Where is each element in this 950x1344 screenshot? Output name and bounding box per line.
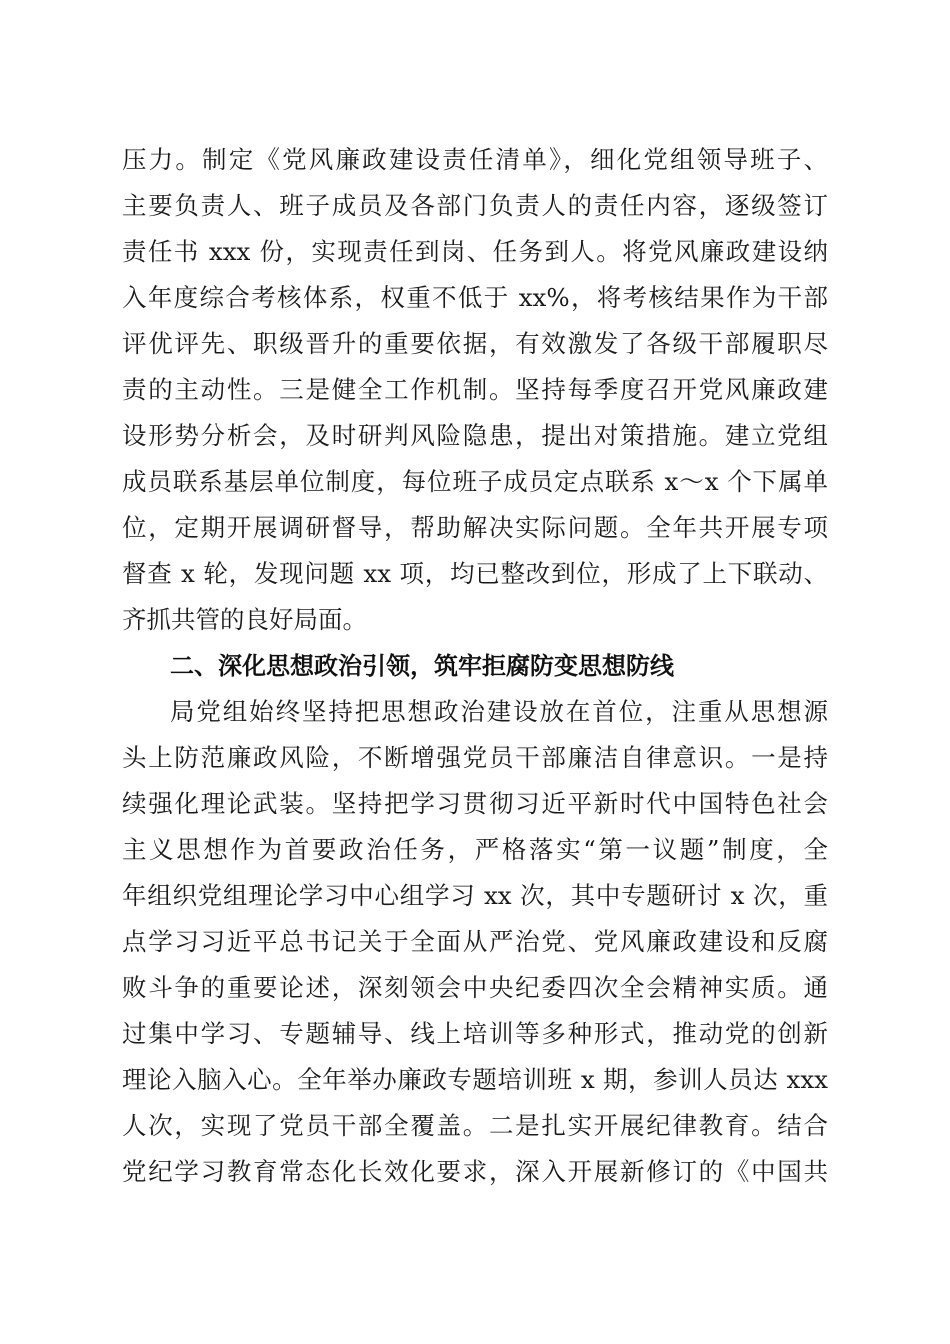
paragraph-2-line-11: 党纪学习教育常态化长效化要求，深入开展新修订的《中国共 xyxy=(122,1157,828,1186)
paragraph-1-line-4: 入年度综合考核体系，权重不低于 xx%，将考核结果作为干部 xyxy=(122,283,828,312)
paragraph-2-line-9: 理论入脑入心。全年举办廉政专题培训班 x 期，参训人员达 xxx xyxy=(122,1065,828,1094)
paragraph-1-line-11: 齐抓共管的良好局面。 xyxy=(122,605,367,634)
paragraph-1-line-1: 压力。制定《党风廉政建设责任清单》，细化党组领导班子、 xyxy=(122,145,828,174)
paragraph-2-line-7: 败斗争的重要论述，深刻领会中央纪委四次全会精神实质。通 xyxy=(122,973,828,1002)
paragraph-1-line-7: 设形势分析会，及时研判风险隐患，提出对策措施。建立党组 xyxy=(122,421,828,450)
paragraph-2-line-5: 年组织党组理论学习中心组学习 xx 次，其中专题研讨 x 次，重 xyxy=(122,881,828,910)
paragraph-1-line-2: 主要负责人、班子成员及各部门负责人的责任内容，逐级签订 xyxy=(122,191,828,220)
paragraph-2-line-2: 头上防范廉政风险，不断增强党员干部廉洁自律意识。一是持 xyxy=(122,743,828,772)
paragraph-1-line-6: 责的主动性。三是健全工作机制。坚持每季度召开党风廉政建 xyxy=(122,375,828,404)
paragraph-2-line-3: 续强化理论武装。坚持把学习贯彻习近平新时代中国特色社会 xyxy=(122,789,828,818)
paragraph-1-line-3: 责任书 xxx 份，实现责任到岗、任务到人。将党风廉政建设纳 xyxy=(122,237,828,266)
section-heading: 二、深化思想政治引领，筑牢拒腐防变思想防线 xyxy=(170,652,674,680)
paragraph-2-line-6: 点学习习近平总书记关于全面从严治党、党风廉政建设和反腐 xyxy=(122,927,828,956)
paragraph-1-line-9: 位，定期开展调研督导，帮助解决实际问题。全年共开展专项 xyxy=(122,513,828,542)
paragraph-2-line-8: 过集中学习、专题辅导、线上培训等多种形式，推动党的创新 xyxy=(122,1019,828,1048)
paragraph-1-line-8: 成员联系基层单位制度，每位班子成员定点联系 x～x 个下属单 xyxy=(122,467,828,496)
paragraph-2-line-4: 主义思想作为首要政治任务，严格落实“第一议题”制度，全 xyxy=(122,835,828,864)
paragraph-1-line-5: 评优评先、职级晋升的重要依据，有效激发了各级干部履职尽 xyxy=(122,329,828,358)
paragraph-2-line-10: 人次，实现了党员干部全覆盖。二是扎实开展纪律教育。结合 xyxy=(122,1111,828,1140)
paragraph-1-line-10: 督查 x 轮，发现问题 xx 项，均已整改到位，形成了上下联动、 xyxy=(122,559,828,588)
paragraph-2-line-1: 局党组始终坚持把思想政治建设放在首位，注重从思想源 xyxy=(170,697,828,726)
